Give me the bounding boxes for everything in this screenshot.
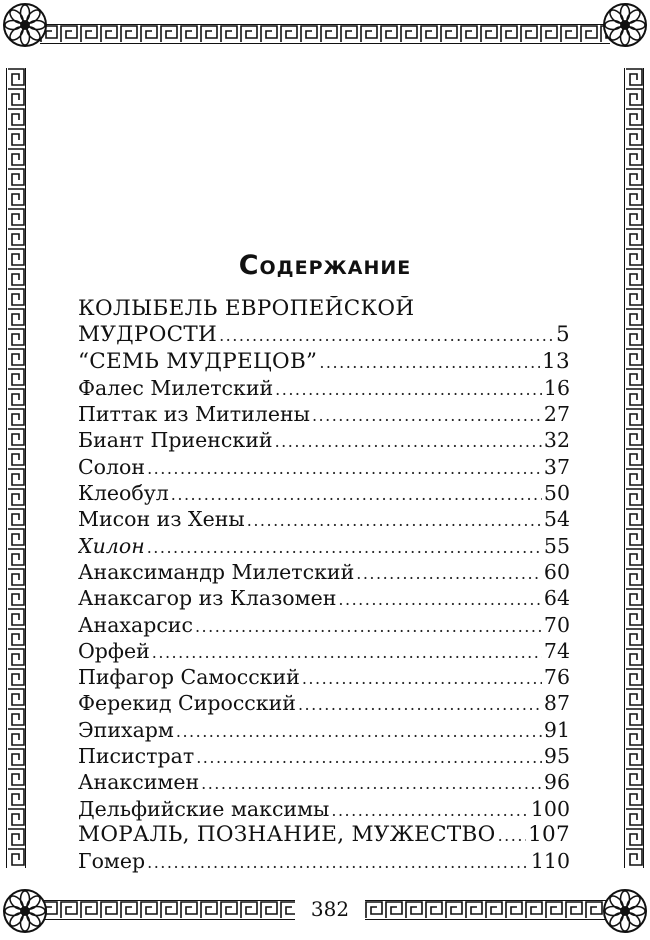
leader-dots <box>275 429 542 453</box>
ornamental-border-right <box>624 68 644 868</box>
toc-entry[interactable] <box>78 822 570 848</box>
leader-dots <box>298 692 542 716</box>
toc-entry[interactable] <box>78 585 570 611</box>
toc-entry-page: 91 <box>543 717 570 742</box>
toc-entry-label: Дельфийские максимы <box>78 796 330 821</box>
toc-entry-label: Анаксимен <box>78 770 200 795</box>
leader-dots <box>176 719 542 743</box>
toc-entry[interactable] <box>78 612 570 638</box>
leader-dots <box>356 561 542 585</box>
toc-entry[interactable] <box>78 559 570 585</box>
toc-entry-label: Солон <box>78 454 146 479</box>
toc-entry-label: МУДРОСТИ <box>78 322 218 348</box>
toc-entry-label: Орфей <box>78 638 150 663</box>
rosette-bottom-right-icon <box>602 888 648 934</box>
toc-entry-label: Фалес Милетский <box>78 375 274 400</box>
toc-entry-page: 95 <box>543 744 570 769</box>
toc-entry-page: 60 <box>543 559 570 584</box>
toc-entry-page: 54 <box>543 507 570 532</box>
toc-entry-page: 87 <box>543 691 570 716</box>
toc-entry[interactable] <box>78 743 570 769</box>
toc-entry[interactable] <box>78 796 570 822</box>
toc-entry[interactable] <box>78 454 570 480</box>
leader-dots <box>147 850 529 874</box>
toc-entry-label: Биант Приенский <box>78 428 273 453</box>
toc-entry-label: Ферекид Сиросский <box>78 691 296 716</box>
ornamental-border-bottom-left <box>40 900 295 920</box>
toc-entry-page: 37 <box>543 454 570 479</box>
toc-entry-page: 64 <box>543 586 570 611</box>
ornamental-border-top <box>40 24 610 44</box>
toc-entry-page: 74 <box>543 638 570 663</box>
toc-entry-page: 5 <box>556 322 570 348</box>
toc-entry[interactable] <box>78 717 570 743</box>
toc-entry-page: 50 <box>543 481 570 506</box>
toc-entry[interactable] <box>78 401 570 427</box>
leader-dots <box>338 587 542 611</box>
leader-dots <box>331 798 529 822</box>
toc-entry[interactable] <box>78 533 570 559</box>
table-of-contents <box>78 296 570 875</box>
leader-dots <box>219 323 554 348</box>
toc-entry[interactable] <box>78 848 570 874</box>
toc-entry-label: Гомер <box>78 849 146 874</box>
toc-entry-label: Анаксимандр Милетский <box>78 559 355 584</box>
toc-entry-page: 27 <box>543 402 570 427</box>
toc-entry-page: 96 <box>543 770 570 795</box>
leader-dots <box>201 771 542 795</box>
toc-entry[interactable] <box>78 664 570 690</box>
toc-entry-page: 55 <box>543 533 570 558</box>
toc-entry-label: Пифагор Самосский <box>78 665 300 690</box>
leader-dots <box>247 508 542 532</box>
leader-dots <box>302 666 542 690</box>
rosette-top-right-icon <box>602 2 648 48</box>
toc-entry-label: КОЛЫБЕЛЬ ЕВРОПЕЙСКОЙ <box>78 296 415 321</box>
toc-entry-page: 76 <box>543 665 570 690</box>
page-title: Содержание <box>238 250 412 281</box>
leader-dots <box>498 823 526 848</box>
toc-entry-page: 110 <box>530 849 570 874</box>
leader-dots <box>152 640 542 664</box>
leader-dots <box>196 745 542 769</box>
toc-entry[interactable] <box>78 349 570 375</box>
leader-dots <box>319 350 540 375</box>
toc-entry-label: Хилон <box>78 533 145 558</box>
toc-entry-page: 16 <box>543 375 570 400</box>
rosette-top-left-icon <box>2 2 48 48</box>
rosette-bottom-left-icon <box>2 888 48 934</box>
toc-entry-label: Эпихарм <box>78 717 174 742</box>
toc-entry-label: Клеобул <box>78 481 169 506</box>
toc-entry-label: Питтак из Митилены <box>78 402 310 427</box>
toc-entry-page: 70 <box>543 612 570 637</box>
toc-entry-label: Мисон из Хены <box>78 507 245 532</box>
toc-entry[interactable] <box>78 427 570 453</box>
toc-entry-page: 100 <box>530 796 570 821</box>
toc-entry[interactable] <box>78 769 570 795</box>
leader-dots <box>171 482 542 506</box>
leader-dots <box>195 614 542 638</box>
toc-entry[interactable] <box>78 506 570 532</box>
ornamental-border-left <box>6 68 26 868</box>
toc-entry-label: Анаксагор из Клазомен <box>78 586 337 611</box>
toc-entry[interactable] <box>78 375 570 401</box>
ornamental-border-bottom-right <box>365 900 610 920</box>
toc-entry[interactable] <box>78 480 570 506</box>
toc-entry[interactable] <box>78 322 570 348</box>
toc-entry-page: 32 <box>543 428 570 453</box>
toc-entry-page: 13 <box>542 348 570 374</box>
leader-dots <box>147 456 542 480</box>
toc-entry-label: Писистрат <box>78 744 195 769</box>
page-number: 382 <box>300 897 360 921</box>
toc-entry-label: Анахарсис <box>78 612 193 637</box>
toc-entry[interactable] <box>78 690 570 716</box>
toc-entry-label: МОРАЛЬ, ПОЗНАНИЕ, МУЖЕСТВО <box>78 821 496 847</box>
leader-dots <box>275 377 542 401</box>
toc-entry[interactable] <box>78 638 570 664</box>
toc-entry-page: 107 <box>528 821 570 847</box>
toc-entry-label: “СЕМЬ МУДРЕЦОВ” <box>78 348 318 374</box>
toc-entry[interactable] <box>78 296 570 322</box>
leader-dots <box>147 535 542 559</box>
leader-dots <box>312 403 542 427</box>
